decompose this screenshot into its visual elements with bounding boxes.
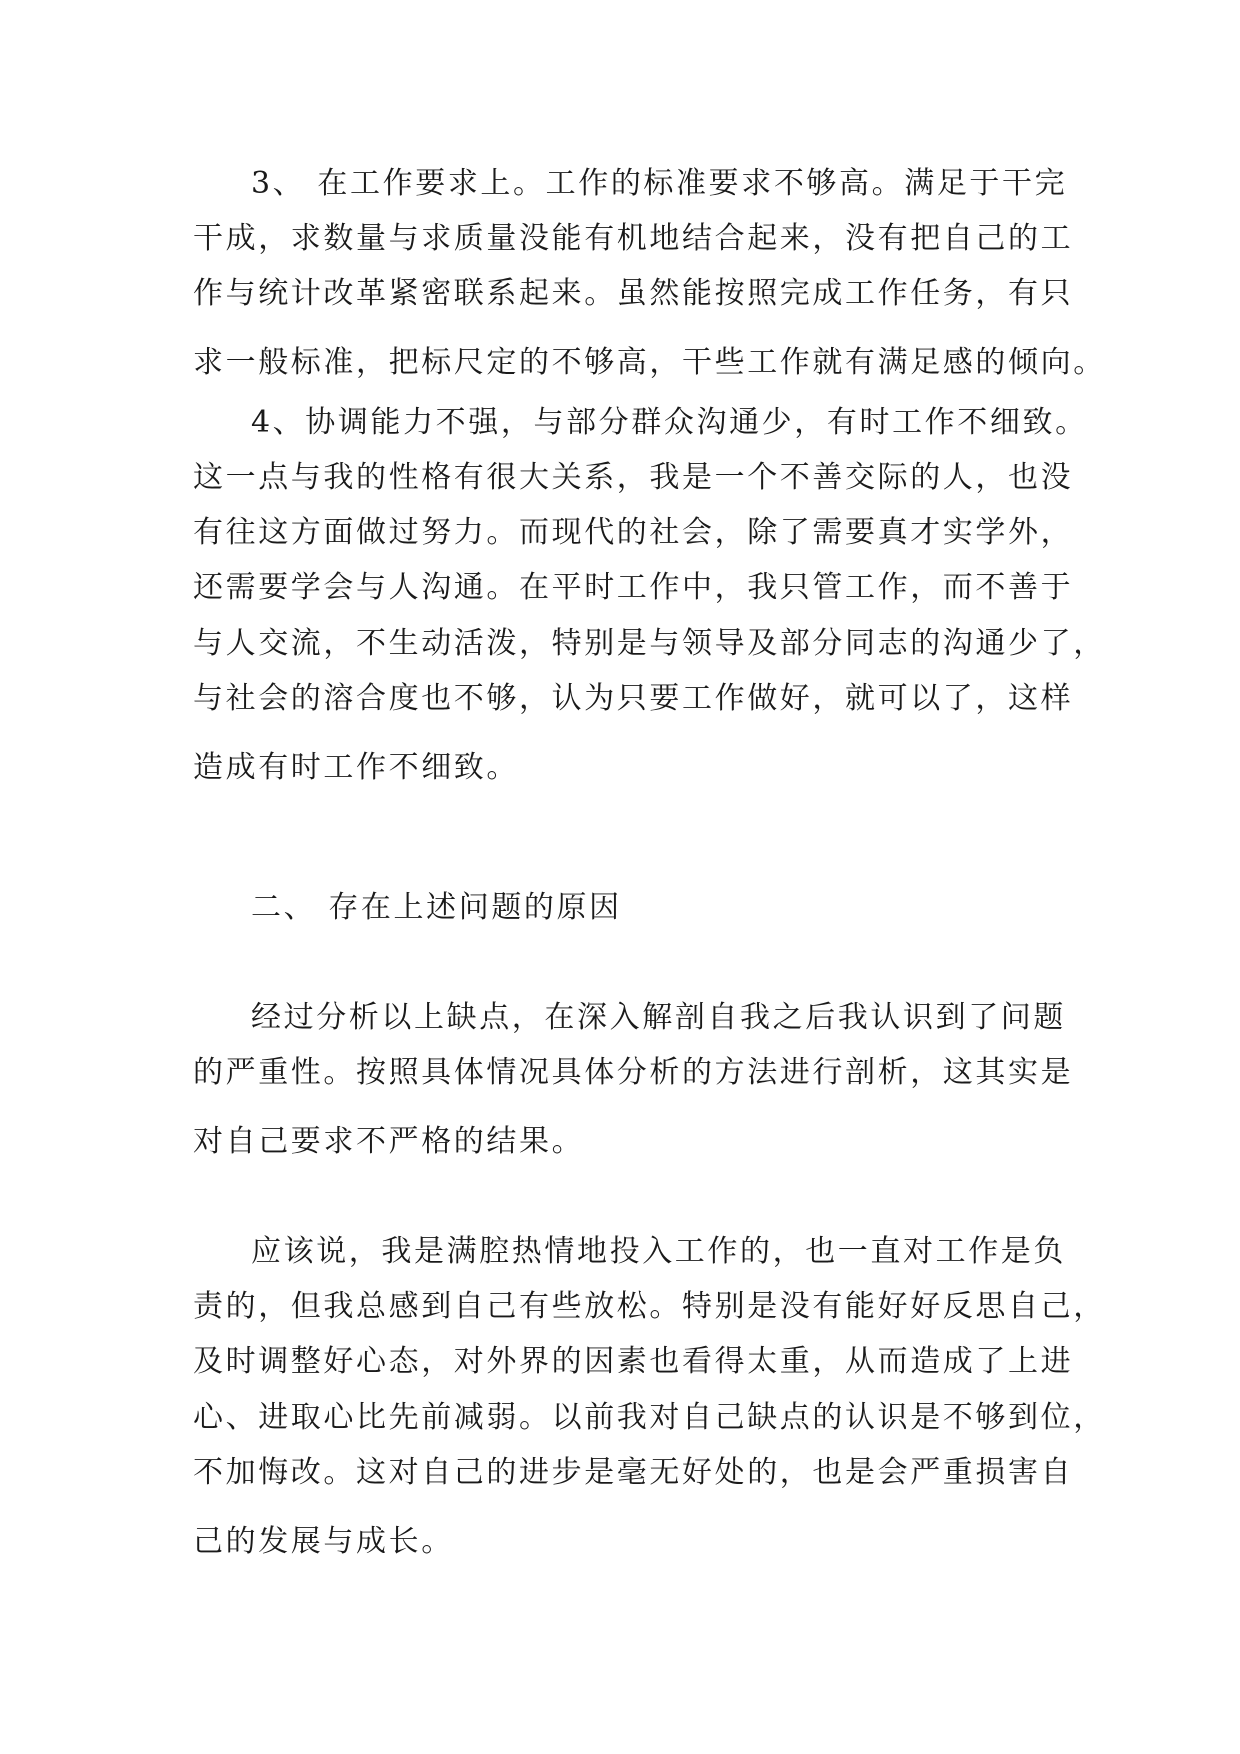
text-line: 应该说，我是满腔热情地投入工作的，也一直对工作是负 <box>251 1234 1066 1269</box>
text-line: 还需要学会与人沟通。在平时工作中，我只管工作，而不善于 <box>193 570 1074 605</box>
text-line: 与社会的溶合度也不够，认为只要工作做好，就可以了，这样 <box>193 681 1074 716</box>
text-line: 经过分析以上缺点，在深入解剖自我之后我认识到了问题 <box>251 1000 1066 1035</box>
text-line: 与人交流，不生动活泼，特别是与领导及部分同志的沟通少了， <box>193 626 1106 661</box>
text-line: 这一点与我的性格有很大关系，我是一个不善交际的人，也没 <box>193 460 1074 495</box>
text-line: 4、协调能力不强，与部分群众沟通少，有时工作不细致。 <box>251 405 1088 440</box>
text-line: 不加悔改。这对自己的进步是毫无好处的，也是会严重损害自 <box>193 1455 1074 1490</box>
text-line: 己的发展与成长。 <box>193 1524 454 1559</box>
text-line: 作与统计改革紧密联系起来。虽然能按照完成工作任务，有只 <box>193 276 1074 311</box>
text-line: 3、 在工作要求上。工作的标准要求不够高。满足于干完 <box>251 166 1068 201</box>
text-line: 的严重性。按照具体情况具体分析的方法进行剖析，这其实是 <box>193 1055 1074 1090</box>
text-line: 有往这方面做过努力。而现代的社会，除了需要真才实学外， <box>193 515 1074 550</box>
text-line: 求一般标准，把标尺定的不够高，干些工作就有满足感的倾向。 <box>193 345 1106 380</box>
text-line: 造成有时工作不细致。 <box>193 750 519 785</box>
text-line: 及时调整好心态，对外界的因素也看得太重，从而造成了上进 <box>193 1344 1074 1379</box>
text-line: 心、进取心比先前减弱。以前我对自己缺点的认识是不够到位， <box>193 1400 1106 1435</box>
text-line: 责的，但我总感到自己有些放松。特别是没有能好好反思自己， <box>193 1289 1106 1324</box>
section-heading: 二、 存在上述问题的原因 <box>251 890 622 925</box>
text-line: 对自己要求不严格的结果。 <box>193 1124 585 1159</box>
text-line: 干成，求数量与求质量没能有机地结合起来，没有把自己的工 <box>193 221 1074 256</box>
